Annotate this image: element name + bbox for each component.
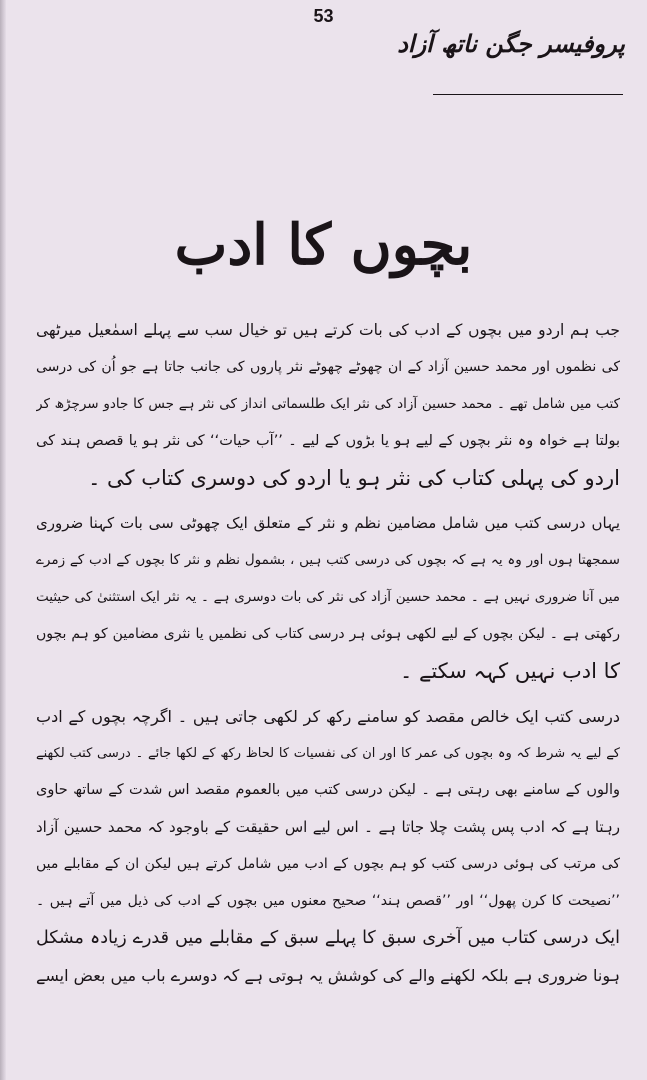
- paragraph: [36, 920, 620, 994]
- text-line: کا ادب نہیں کہہ سکتے ۔: [400, 659, 620, 683]
- page-edge: [0, 0, 6, 1080]
- text-line: اردو کی پہلی کتاب کی نثر ہو یا اردو کی دوسری کتاب کی ۔: [88, 466, 620, 490]
- page-number: 53: [313, 6, 334, 26]
- author-underline: [433, 94, 623, 95]
- text-line: ایک درسی کتاب میں آخری سبق کا پہلے سبق کے مقابلے میں قدرے زیادہ مشکل: [36, 928, 620, 948]
- text-line: رہتا ہے کہ ادب پس پشت چلا جاتا ہے ۔ اس لیے اس حقیقت کے باوجود کہ محمد حسین آزاد: [36, 818, 620, 836]
- text-line: یہاں درسی کتب میں شامل مضامین نظم و نثر کے متعلق ایک چھوٹی سی بات کہنا ضروری: [36, 514, 620, 532]
- paragraph: [36, 505, 620, 690]
- text-line: میں آنا ضروری نہیں ہے ۔ محمد حسین آزاد کی نثر کی بات دوسری ہے ۔ یہ نثر ایک استثنیٰ کی حیثیت: [36, 589, 620, 605]
- text-line: رکھتی ہے ۔ لیکن بچوں کے لیے لکھی ہوئی ہر درسی کتاب کی نظمیں یا نثری مضامین کو ہم بچوں: [36, 626, 620, 642]
- text-line: جب ہم اردو میں بچوں کے ادب کی بات کرتے ہیں تو خیال سب سے پہلے اسمٰعیل میرٹھی: [36, 321, 620, 339]
- chapter-title: بچوں کا ادب: [174, 212, 473, 278]
- text-line: درسی کتب ایک خالص مقصد کو سامنے رکھ کر لکھی جاتی ہیں ۔ اگرچہ بچوں کے ادب: [36, 707, 620, 726]
- text-line: ’’نصیحت کا کرن پھول‘‘ اور ’’قصص ہند‘‘ صحیح معنوں میں بچوں کے ادب کی ذیل میں آتے ہیں ۔: [36, 893, 620, 909]
- text-line: کے لیے یہ شرط کہ وہ بچوں کی عمر کا اور ان کی نفسیات کا لحاظ رکھ کے لکھا جائے ۔ درسی کتب لکھنے: [36, 746, 620, 761]
- body-text: [36, 312, 620, 994]
- paragraph: [36, 698, 620, 920]
- text-line: ہونا ضروری ہے بلکہ لکھنے والے کی کوشش یہ ہوتی ہے کہ دوسرے باب میں بعض ایسے: [36, 966, 620, 985]
- text-line: کتب میں شامل تھے ۔ محمد حسین آزاد کی نثر ایک طلسماتی انداز کی نثر ہے جس کا جادو سرچڑھ کر: [36, 396, 620, 412]
- text-line: سمجھتا ہوں اور وہ یہ ہے کہ بچوں کی درسی کتب ہیں ، بشمول نظم و نثر کا بچوں کے ادب کے زمرے: [36, 552, 620, 568]
- author-name: پروفیسر جگن ناتھ آزاد: [397, 30, 625, 58]
- paragraph: [36, 312, 620, 497]
- text-line: بولتا ہے خواہ وہ نثر بچوں کے لیے ہو یا بڑوں کے لیے ۔ ’’آب حیات‘‘ کی نثر ہو یا قصص ہند کی: [36, 433, 620, 449]
- text-line: کی نظموں اور محمد حسین آزاد کے ان چھوٹے چھوٹے نثر پاروں کی جانب جاتا ہے جو اُن کی درسی: [36, 359, 620, 375]
- text-line: کی مرتب کی ہوئی درسی کتب کو ہم بچوں کے ادب میں شامل کرتے ہیں لیکن ان کے مقابلے میں: [36, 856, 620, 872]
- text-line: والوں کے سامنے بھی رہتی ہے ۔ لیکن درسی کتب میں بالعموم مقصد اس شدت کے ساتھ حاوی: [36, 782, 620, 798]
